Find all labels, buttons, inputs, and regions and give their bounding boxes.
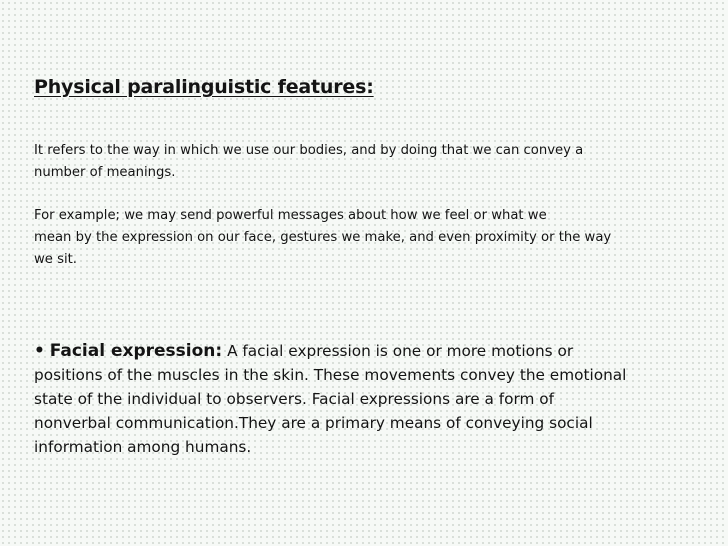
bullet-line: nonverbal communication.They are a primary means of conveying social xyxy=(34,414,593,432)
bullet-first-line-text: A facial expression is one or more motions or xyxy=(222,342,574,360)
paragraph-line: mean by the expression on our face, gestures we make, and even proximity or the way xyxy=(34,230,612,245)
paragraph-line: For example; we may send powerful messages about how we feel or what we xyxy=(34,208,547,223)
bullet-line: information among humans. xyxy=(34,438,252,456)
bullet-line: positions of the muscles in the skin. These movements convey the emotional xyxy=(34,366,627,384)
definition-paragraph xyxy=(34,140,684,184)
facial-expression-bullet xyxy=(34,339,684,459)
paragraph-line: number of meanings. xyxy=(34,165,176,180)
bullet-line: state of the individual to observers. Facial expressions are a form of xyxy=(34,390,555,408)
bullet-term: Facial expression xyxy=(49,341,216,361)
slide-title: Physical paralinguistic features: xyxy=(34,76,374,98)
paragraph-line: we sit. xyxy=(34,252,77,267)
paragraph-line: It refers to the way in which we use our bodies, and by doing that we can convey a xyxy=(34,143,584,158)
bullet-marker: • xyxy=(34,341,45,361)
bullet-separator: : xyxy=(215,341,223,361)
example-paragraph xyxy=(34,205,684,271)
